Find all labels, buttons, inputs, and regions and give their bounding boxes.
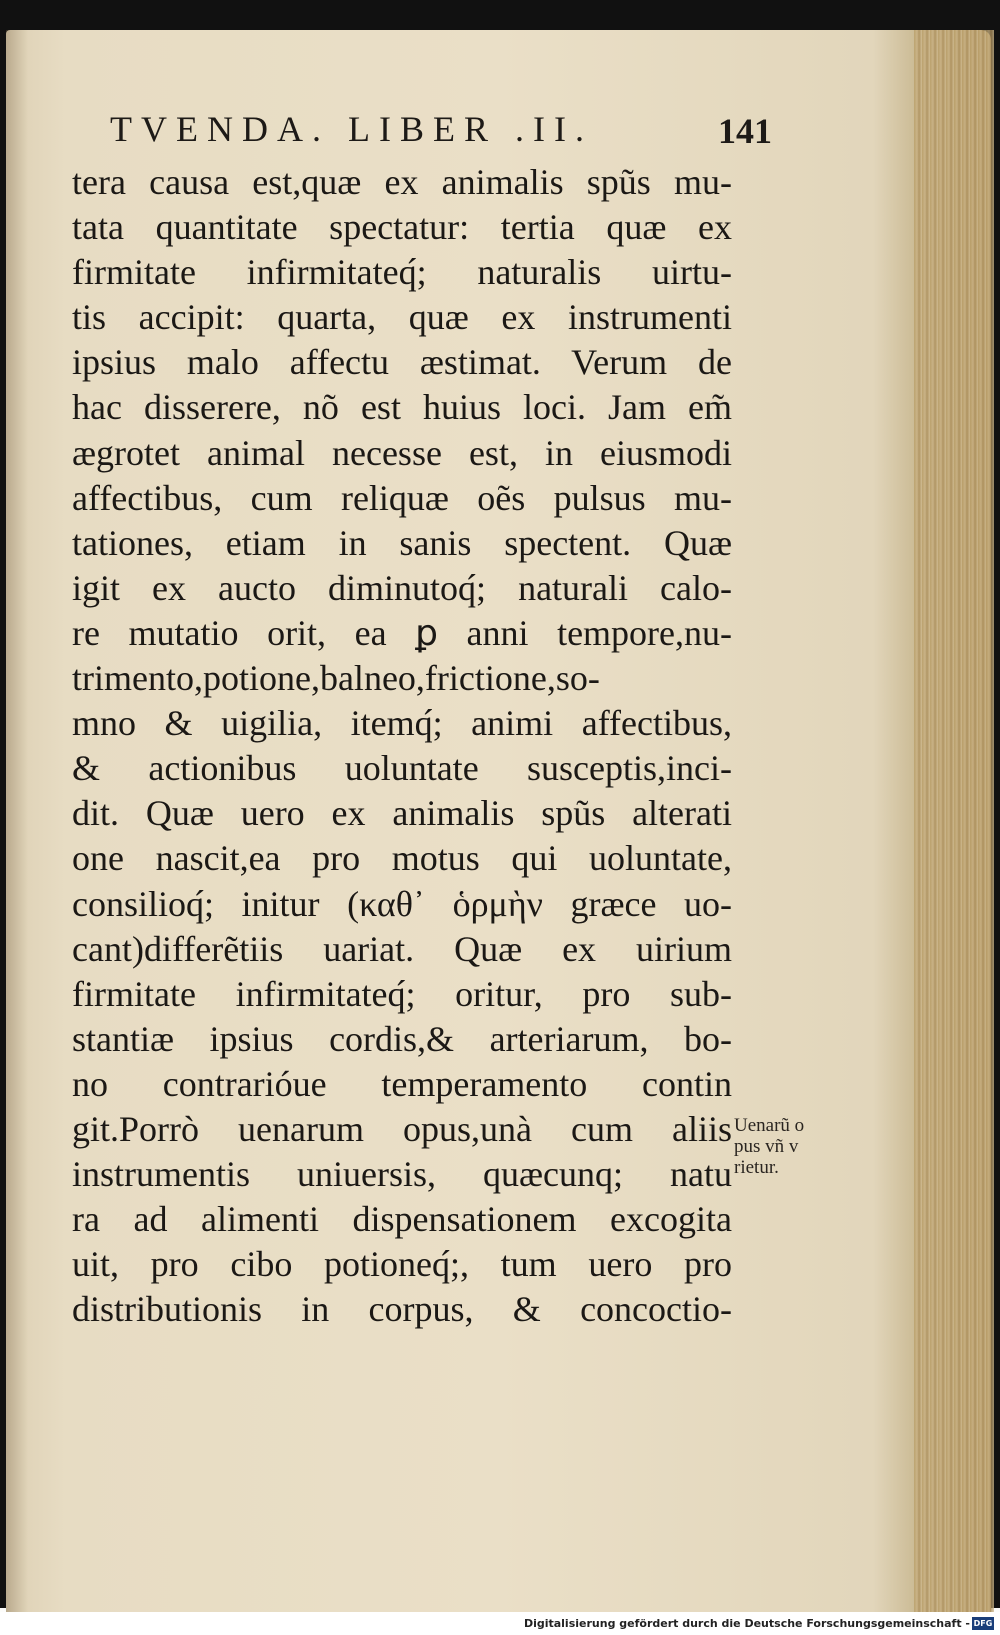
running-head: TVENDA. LIBER .II. bbox=[110, 109, 593, 149]
text-line: ipsius malo affectu æstimat. Verum de bbox=[72, 342, 732, 383]
text-line: ægrotet animal necesse est, in eiusmodi bbox=[72, 432, 732, 473]
text-line: & actionibus uoluntate susceptis,inci- bbox=[72, 748, 732, 789]
text-line: re mutatio orit, ea ꝑ anni tempore,nu- bbox=[72, 612, 732, 653]
text-line: ra ad alimenti dispensationem excogita bbox=[72, 1199, 732, 1240]
text-line: cant)differẽtiis uariat. Quæ ex uirium bbox=[72, 928, 732, 969]
text-line: affectibus, cum reliquæ oẽs pulsus mu- bbox=[72, 477, 732, 518]
text-line: dit. Quæ uero ex animalis spũs alterati bbox=[72, 793, 732, 834]
text-line: firmitate infirmitateq́; oritur, pro sub- bbox=[72, 973, 732, 1014]
text-line: stantiæ ipsius cordis,& arteriarum, bo- bbox=[72, 1018, 732, 1059]
page-edge bbox=[914, 30, 994, 1612]
dfg-logo: DFG bbox=[973, 1619, 993, 1628]
text-line: mno & uigilia, itemq́; animi affectibus, bbox=[72, 703, 732, 744]
marginal-note-line: Uenarũ o bbox=[734, 1115, 805, 1136]
text-line: no contrarióue temperamento contin bbox=[72, 1063, 732, 1104]
text-line: firmitate infirmitateq́; naturalis uirtu- bbox=[72, 252, 732, 293]
text-line: hac disserere, nõ est huius loci. Jam em̃ bbox=[72, 387, 732, 428]
text-line: consilioq́; initur (καθ᾽ ὁρμὴν græce uo- bbox=[72, 883, 732, 924]
text-line: trimento,potione,balneo,frictione,so- bbox=[72, 658, 600, 699]
marginal-note bbox=[734, 1115, 864, 1178]
text-line: igit ex aucto diminutoq́; naturali calo- bbox=[72, 567, 732, 608]
text-line: tis accipit: quarta, quæ ex instrumenti bbox=[72, 297, 732, 338]
marginal-note-line: pus vñ v bbox=[734, 1136, 799, 1157]
digitization-credit: Digitalisierung gefördert durch die Deutsche Forschungsgemeinschaft - bbox=[523, 1617, 970, 1630]
marginal-note-line: rietur. bbox=[734, 1157, 779, 1178]
text-line: tationes, etiam in sanis spectent. Quæ bbox=[72, 522, 732, 563]
text-line: tera causa est,quæ ex animalis spũs mu- bbox=[72, 162, 732, 202]
text-line: uit, pro cibo potioneq́;, tum uero pro bbox=[72, 1244, 732, 1285]
text-line: tata quantitate spectatur: tertia quæ ex bbox=[72, 207, 732, 248]
text-line: one nascit,ea pro motus qui uoluntate, bbox=[72, 838, 732, 879]
gutter-shadow bbox=[6, 30, 28, 1612]
text-line: distributionis in corpus, & concoctio- bbox=[72, 1289, 732, 1330]
text-line: git.Porrò uenarum opus,unà cum aliis bbox=[72, 1108, 732, 1149]
text-line: instrumentis uniuersis, quæcunq; natu bbox=[72, 1154, 732, 1195]
main-text-block bbox=[72, 160, 732, 1332]
page-number: 141 bbox=[718, 111, 772, 151]
